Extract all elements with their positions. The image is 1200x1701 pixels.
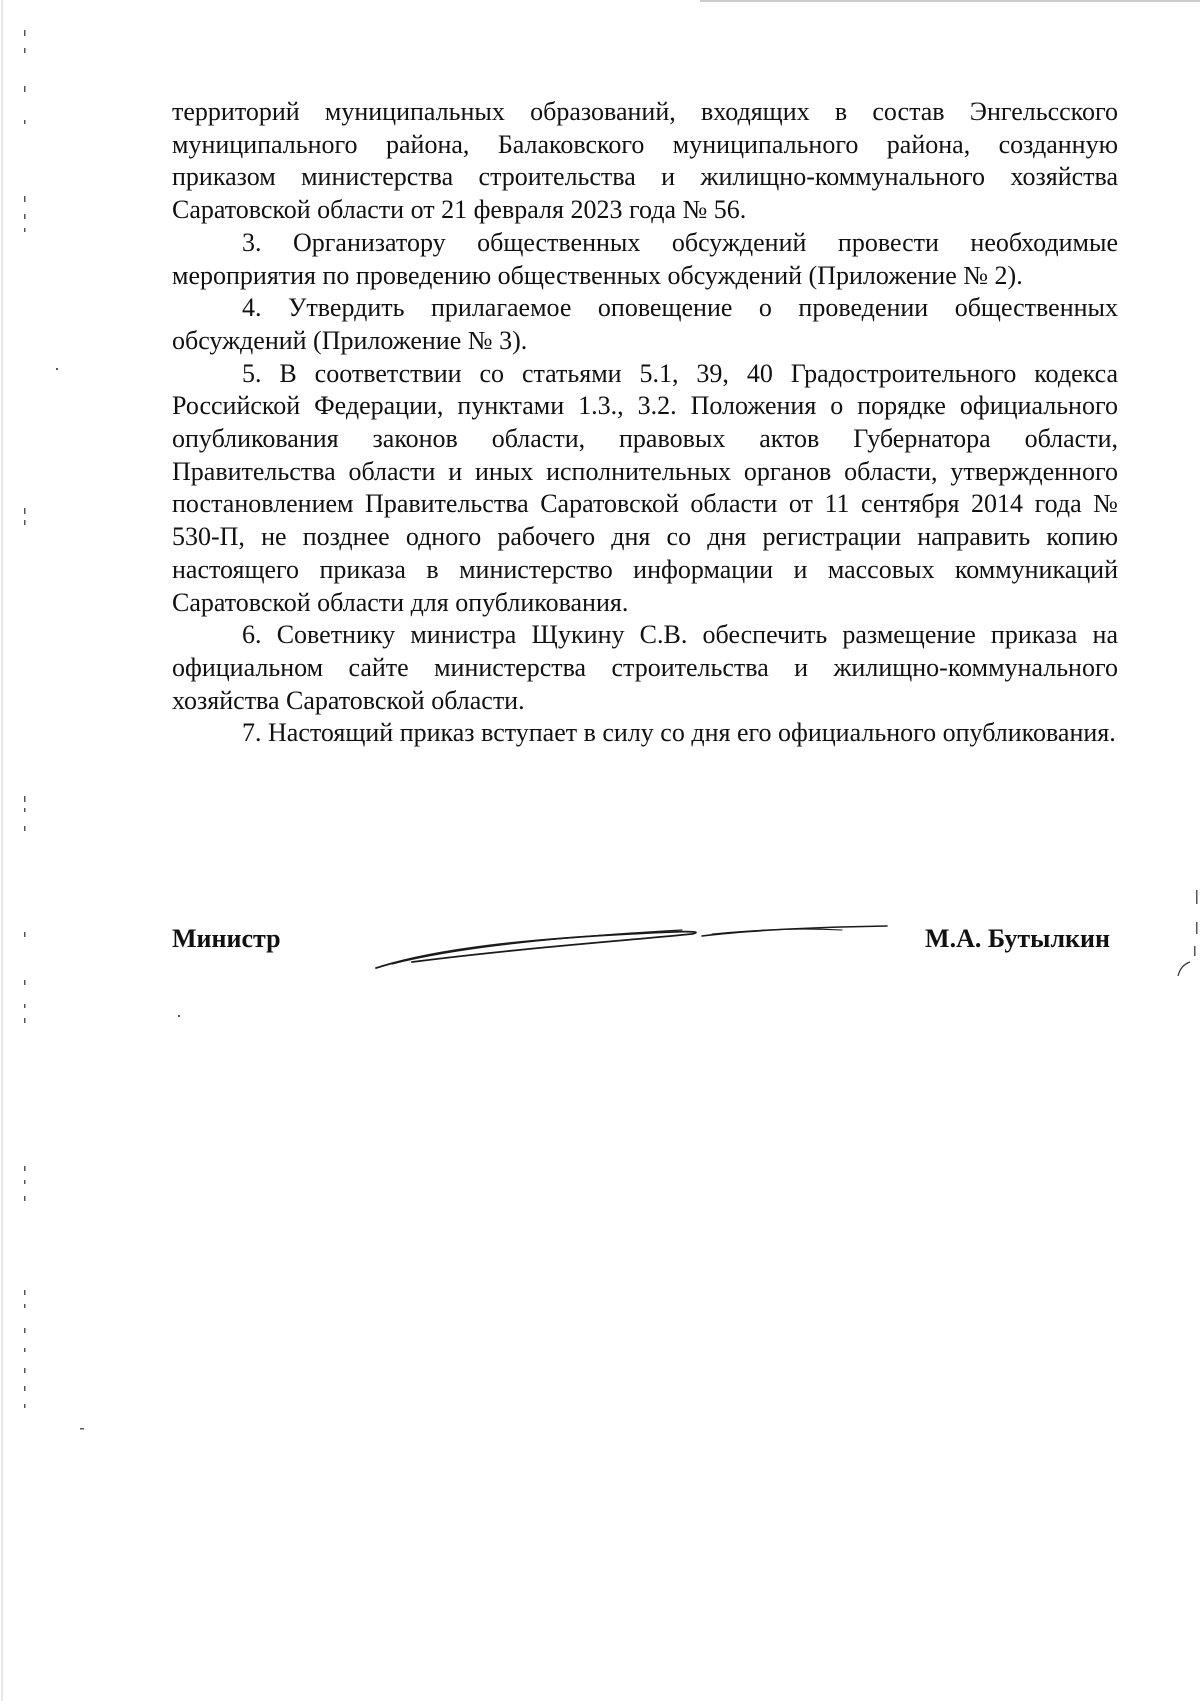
signatory-title: Министр	[172, 924, 281, 953]
paragraph-item-4: 4. Утвердить прилагаемое оповещение о проведении общественных обсуждений (Приложение № 3).	[172, 293, 1118, 355]
paragraph-item-5: 5. В соответствии со статьями 5.1, 39, 40 Градостроительного кодекса Российской Федерации, пунктами 1.3., 3.2. Положения о порядке официального опубликования законов области, правовых актов Губернатора области, Правительства области и иных исполнительных органов области, утвержденного постановлением Правительства Саратовской области от 11 сентября 2014 года № 530-П, не позднее одного рабочего дня со дня регистрации направить копию настоящего приказа в министерство информации и массовых коммуникаций Саратовской области для опубликования.	[172, 358, 1118, 617]
paragraph-item-7: 7. Настоящий приказ вступает в силу со дня его официального опубликования.	[242, 718, 1116, 748]
paragraph-item-6: 6. Советнику министра Щукину С.В. обеспечить размещение приказа на официальном сайте министерства строительства и жилищно-коммунального хозяйства Саратовской области.	[172, 620, 1118, 715]
paragraph-item-3: 3. Организатору общественных обсуждений провести необходимые мероприятия по проведению общественных обсуждений (Приложение № 2).	[172, 227, 1118, 290]
paragraph-continuation: территорий муниципальных образований, входящих в состав Энгельсского муниципального района, Балаковского муниципального района, созданную приказом министерства строительства и жилищно-коммунального хозяйства Саратовской области от 21 февраля 2023 года № 56.	[172, 97, 1118, 225]
handwritten-signature	[372, 918, 892, 972]
signature-block	[172, 918, 1110, 968]
signatory-name: М.А. Бутылкин	[925, 924, 1110, 953]
document-body	[172, 96, 1118, 750]
